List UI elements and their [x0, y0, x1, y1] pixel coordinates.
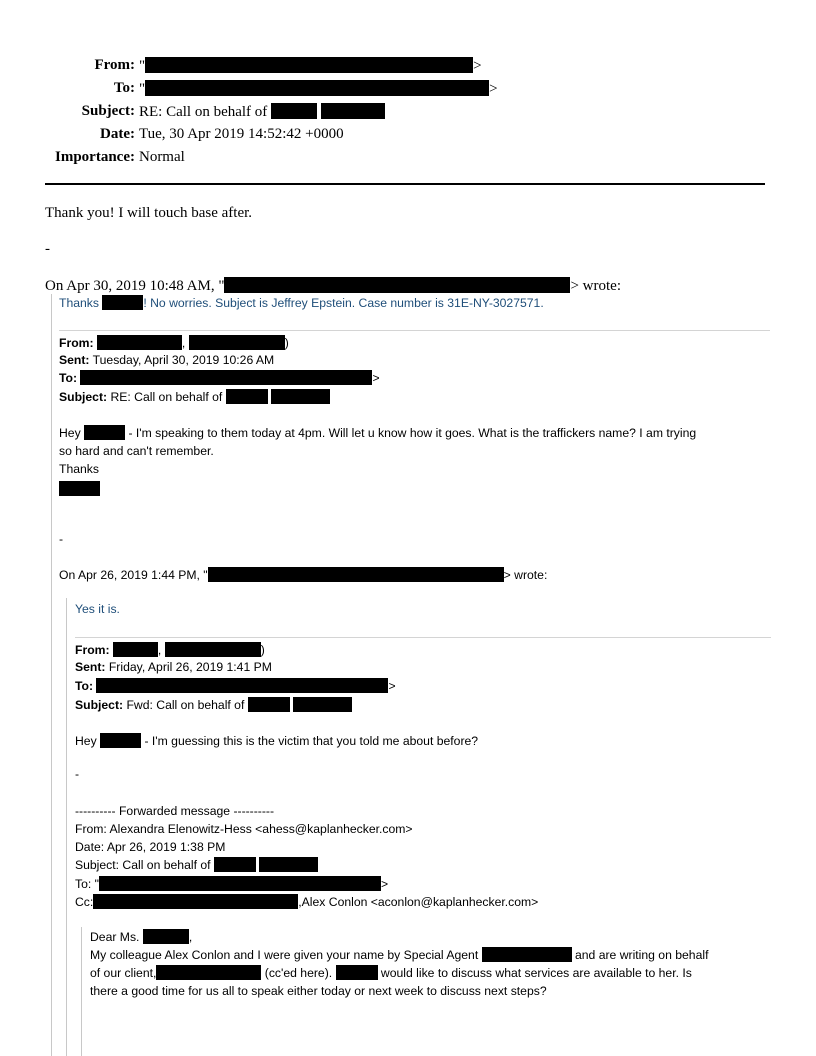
q2-subject-line — [75, 697, 352, 714]
q2-dash: - — [75, 767, 80, 781]
redaction-block — [189, 335, 285, 350]
q1-to-end: > — [372, 371, 380, 385]
date-label: Date: — [100, 126, 135, 142]
redaction-block — [482, 947, 572, 962]
from-end: > — [473, 57, 482, 74]
importance-value: Normal — [138, 149, 185, 165]
q1-msg-line2: so hard and can't remember. — [59, 444, 214, 458]
redaction-block — [99, 876, 381, 891]
q2-to-line — [75, 678, 396, 695]
q1-to-label: To: — [59, 371, 78, 385]
letter-line2 — [90, 965, 692, 982]
fwd-date: Date: Apr 26, 2019 1:38 PM — [75, 840, 226, 854]
q1-dash: - — [59, 532, 64, 546]
letter-line2-b: (cc'ed here). — [264, 966, 333, 980]
redaction-block — [156, 965, 261, 980]
redaction-block — [93, 894, 298, 909]
redaction-block — [293, 697, 352, 712]
q2-sent-line — [75, 659, 272, 676]
yes-line: Yes it is. — [75, 602, 120, 616]
redaction-block — [145, 80, 489, 96]
q2-subject-label: Subject: — [75, 698, 124, 712]
letter-line1-a: My colleague Alex Conlon and I were given your name by Special Agent — [90, 948, 479, 962]
q1-signature — [59, 481, 100, 498]
q1-from-end: ) — [284, 336, 289, 350]
quote2-separator — [75, 637, 771, 638]
dear-text: Dear Ms. — [90, 930, 140, 944]
quote1-separator — [59, 330, 770, 331]
redaction-block — [271, 389, 330, 404]
fwd-header: ---------- Forwarded message ---------- — [75, 804, 275, 818]
email-header — [55, 54, 498, 169]
redaction-block — [321, 103, 385, 119]
q1-wrote-line — [59, 567, 547, 584]
redaction-block — [80, 370, 372, 385]
wrote-line — [45, 277, 621, 295]
fwd-cc: Cc: — [75, 895, 94, 909]
redaction-block — [96, 678, 388, 693]
dear-end: , — [188, 930, 193, 944]
letter-line2-a: of our client, — [90, 966, 157, 980]
fwd-to-line — [75, 876, 388, 893]
header-importance-row — [55, 146, 498, 169]
q2-hey: Hey — [75, 734, 97, 748]
header-date-row — [55, 123, 498, 146]
redaction-block — [165, 642, 261, 657]
redaction-block — [59, 481, 100, 496]
q2-to-label: To: — [75, 679, 94, 693]
q1-subject-value: RE: Call on behalf of — [110, 390, 223, 404]
from-label: From: — [94, 57, 135, 73]
fwd-from: From: Alexandra Elenowitz-Hess <ahess@kaplanhecker.com> — [75, 822, 413, 836]
from-value: " — [138, 57, 146, 74]
q1-from-line — [59, 335, 289, 352]
redaction-block — [97, 335, 182, 350]
q1-wrote-prefix: On Apr 26, 2019 1:44 PM, " — [59, 568, 208, 582]
header-divider — [45, 183, 765, 185]
q1-subject-line — [59, 389, 330, 406]
q1-sent-value: Tuesday, April 30, 2019 10:26 AM — [92, 353, 275, 367]
q2-from-label: From: — [75, 643, 110, 657]
q1-hey: Hey — [59, 426, 81, 440]
fwd-subject-line — [75, 857, 318, 874]
header-from-row — [55, 54, 498, 77]
thanks-rest: ! No worries. Subject is Jeffrey Epstein. Case number is 31E-NY-3027571. — [143, 296, 544, 310]
q2-to-end: > — [388, 679, 396, 693]
dear-line — [90, 929, 192, 946]
thanks-prefix: Thanks — [59, 296, 99, 310]
q2-from-line — [75, 642, 265, 659]
q2-subject-value: Fwd: Call on behalf of — [126, 698, 245, 712]
redaction-block — [113, 642, 158, 657]
reply-dash: - — [45, 241, 50, 257]
q1-sent-line — [59, 352, 274, 369]
redaction-block — [208, 567, 504, 582]
redaction-block — [102, 295, 143, 310]
fwd-cc-line — [75, 894, 538, 911]
q1-from-sep: , — [181, 336, 186, 350]
q1-subject-label: Subject: — [59, 390, 108, 404]
q1-from-label: From: — [59, 336, 94, 350]
letter-line3: there a good time for us all to speak either today or next week to discuss next steps? — [90, 984, 547, 998]
wrote-suffix: > wrote: — [570, 278, 621, 294]
q2-msg-text: - I'm guessing this is the victim that you told me about before? — [144, 734, 479, 748]
importance-label: Importance: — [55, 149, 135, 165]
to-label: To: — [113, 80, 135, 96]
redaction-block — [100, 733, 141, 748]
q2-msg-line — [75, 733, 478, 750]
header-subject-row — [55, 100, 498, 123]
redaction-block — [224, 277, 570, 293]
to-value: " — [138, 80, 146, 97]
redaction-block — [145, 57, 473, 73]
redaction-block — [214, 857, 256, 872]
q1-msg-line1 — [59, 425, 696, 442]
fwd-to: To: " — [75, 877, 99, 891]
q1-wrote-suffix: > wrote: — [503, 568, 548, 582]
fwd-cc-rest: ,Alex Conlon <aconlon@kaplanhecker.com> — [298, 895, 539, 909]
q2-sent-label: Sent: — [75, 660, 106, 674]
q1-sent-label: Sent: — [59, 353, 90, 367]
q2-from-end: ) — [260, 643, 265, 657]
q2-sent-value: Friday, April 26, 2019 1:41 PM — [108, 660, 272, 674]
reply-text: Thank you! I will touch base after. — [45, 205, 253, 221]
q1-to-line — [59, 370, 380, 387]
fwd-to-end: > — [380, 877, 389, 891]
date-value: Tue, 30 Apr 2019 14:52:42 +0000 — [138, 126, 344, 142]
subject-label: Subject: — [81, 103, 135, 119]
redaction-block — [336, 965, 378, 980]
q1-msg-text1: - I'm speaking to them today at 4pm. Will let u know how it goes. What is the traffickers name? I am trying — [128, 426, 697, 440]
letter-line1 — [90, 947, 708, 964]
redaction-block — [226, 389, 268, 404]
q1-thanks: Thanks — [59, 462, 99, 476]
subject-value: RE: Call on behalf of — [138, 103, 268, 120]
redaction-block — [143, 929, 189, 944]
wrote-prefix: On Apr 30, 2019 10:48 AM, " — [45, 278, 225, 294]
to-end: > — [489, 80, 498, 97]
redaction-block — [259, 857, 318, 872]
letter-line2-c: would like to discuss what services are available to her. Is — [380, 966, 692, 980]
letter-line1-b: and are writing on behalf — [574, 948, 709, 962]
redaction-block — [84, 425, 125, 440]
redaction-block — [271, 103, 317, 119]
fwd-subject: Subject: Call on behalf of — [75, 858, 211, 872]
redaction-block — [248, 697, 290, 712]
q2-from-sep: , — [157, 643, 162, 657]
header-to-row — [55, 77, 498, 100]
thanks-line — [59, 295, 544, 312]
